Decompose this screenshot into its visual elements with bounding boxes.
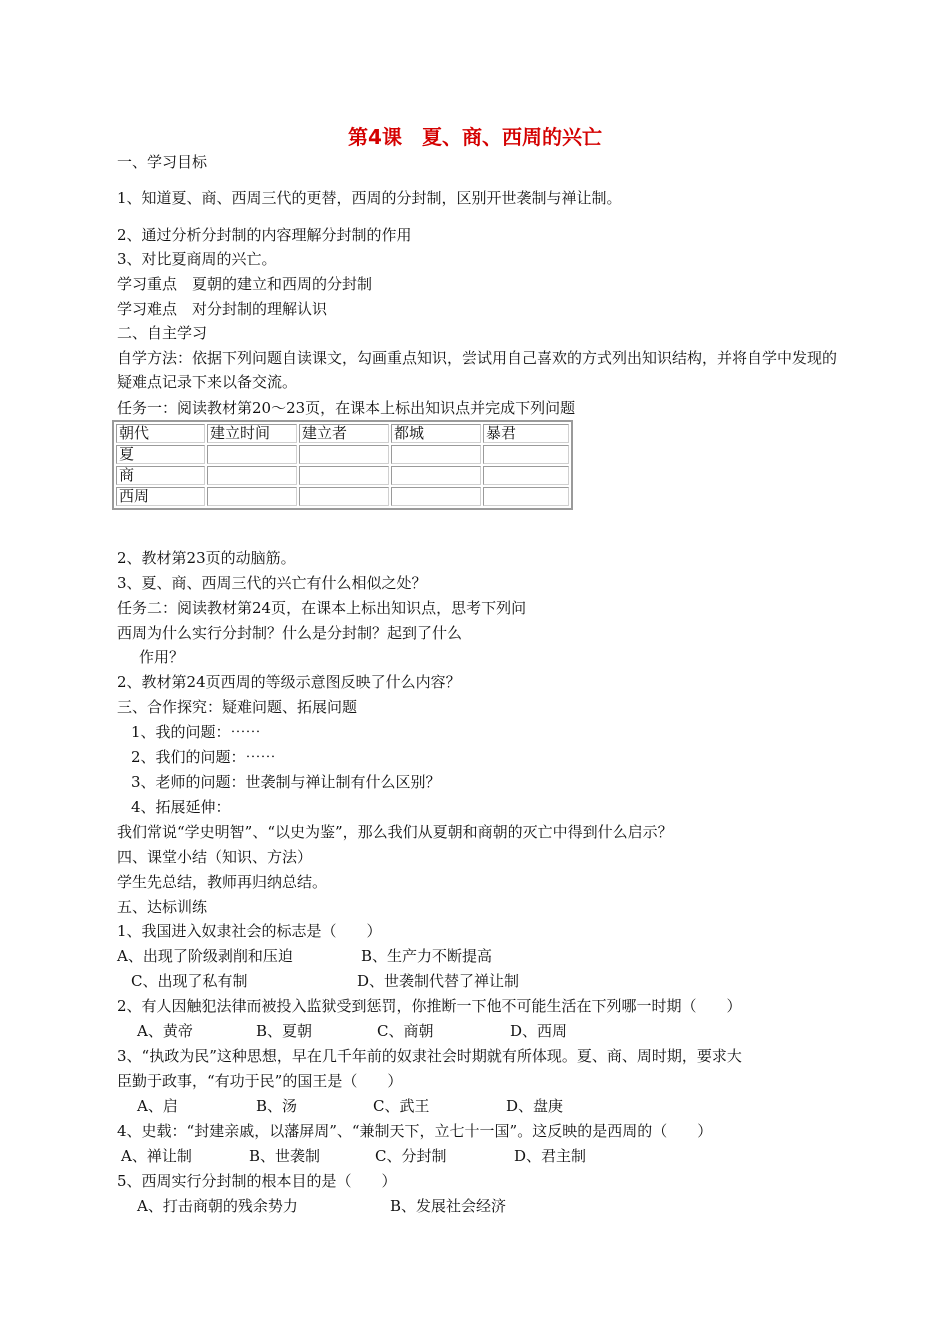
section-heading-goals: 一、学习目标 <box>117 153 208 171</box>
table-row <box>116 445 569 464</box>
answer-option: B、生产力不断提高 <box>361 947 493 965</box>
study-method: 自学方法：依据下列问题自读课文，勾画重点知识，尝试用自己喜欢的方式列出知识结构，并将自学中发现的疑难点记录下来以备交流。 <box>117 349 838 391</box>
table-cell <box>207 466 297 485</box>
table-cell <box>207 445 297 464</box>
answer-option: A、出现了阶级剥削和压迫 <box>117 947 293 965</box>
task-one-question: 3、夏、商、西周三代的兴亡有什么相似之处？ <box>117 574 427 592</box>
section-heading-summary: 四、课堂小结（知识、方法） <box>117 848 313 866</box>
page-title: 第4课 夏、商、西周的兴亡 <box>348 125 602 149</box>
answer-option: C、分封制 <box>375 1147 447 1165</box>
task-two-question-cont: 作用？ <box>139 648 185 666</box>
cooperation-item: 4、拓展延伸： <box>131 798 231 816</box>
table-cell <box>391 487 481 506</box>
table-header-cell: 都城 <box>391 424 481 443</box>
exercise-question: 5、西周实行分封制的根本目的是（ ） <box>117 1172 397 1190</box>
task-two-question: 西周为什么实行分封制？什么是分封制？起到了什么 <box>117 624 463 642</box>
table-cell <box>483 466 569 485</box>
task-one: 任务一：阅读教材第20～23页，在课本上标出知识点并完成下列问题 <box>117 399 576 417</box>
cooperation-item: 1、我的问题：⋯⋯ <box>131 723 261 741</box>
exercise-question-cont: 臣勤于政事，“有功于民”的国王是（ ） <box>117 1072 403 1090</box>
task-two: 任务二：阅读教材第24页，在课本上标出知识点，思考下列问 <box>117 599 527 617</box>
answer-option: D、盘庚 <box>506 1097 564 1115</box>
answer-option: B、夏朝 <box>256 1022 313 1040</box>
exercise-question: 4、史载：“封建亲戚，以藩屏周”、“兼制天下，立七十一国”。这反映的是西周的（ ） <box>117 1122 713 1140</box>
difficult-point: 学习难点 对分封制的理解认识 <box>117 300 328 318</box>
table-row <box>116 466 569 485</box>
table-cell <box>391 445 481 464</box>
table-header-cell: 暴君 <box>483 424 569 443</box>
answer-option: B、发展社会经济 <box>390 1197 507 1215</box>
section-heading-exercises: 五、达标训练 <box>117 898 208 916</box>
answer-option: A、打击商朝的残余势力 <box>137 1197 298 1215</box>
cooperation-item: 2、我们的问题：⋯⋯ <box>131 748 276 766</box>
table-header-cell: 建立时间 <box>207 424 297 443</box>
answer-option: D、君主制 <box>514 1147 587 1165</box>
goal-item: 3、对比夏商周的兴亡。 <box>117 250 277 268</box>
table-header-cell: 朝代 <box>116 424 205 443</box>
table-cell: 夏 <box>116 445 205 464</box>
exercise-question: 3、“执政为民”这种思想，早在几千年前的奴隶社会时期就有所体现。夏、商、周时期，要求大 <box>117 1047 742 1065</box>
answer-option: A、黄帝 <box>137 1022 193 1040</box>
key-point: 学习重点 夏朝的建立和西周的分封制 <box>117 275 373 293</box>
table-cell <box>299 445 389 464</box>
answer-option: D、西周 <box>510 1022 568 1040</box>
answer-option: C、武王 <box>373 1097 430 1115</box>
task-one-question: 2、教材第23页的动脑筋。 <box>117 549 296 567</box>
answer-option: D、世袭制代替了禅让制 <box>357 972 520 990</box>
goal-item: 2、通过分析分封制的内容理解分封制的作用 <box>117 226 412 244</box>
table-cell <box>207 487 297 506</box>
summary-text: 学生先总结，教师再归纳总结。 <box>117 873 328 891</box>
goal-item: 1、知道夏、商、西周三代的更替，西周的分封制，区别开世袭制与禅让制。 <box>117 189 622 207</box>
table-cell <box>483 445 569 464</box>
table-cell <box>299 487 389 506</box>
answer-option: C、商朝 <box>377 1022 434 1040</box>
answer-option: A、禅让制 <box>121 1147 192 1165</box>
table-cell: 西周 <box>116 487 205 506</box>
table-cell <box>299 466 389 485</box>
task-two-question: 2、教材第24页西周的等级示意图反映了什么内容？ <box>117 673 461 691</box>
table-header-row <box>116 424 569 443</box>
exercise-question: 2、有人因触犯法律而被投入监狱受到惩罚，你推断一下他不可能生活在下列哪一时期（ ） <box>117 997 742 1015</box>
exercise-question: 1、我国进入奴隶社会的标志是（ ） <box>117 922 382 940</box>
extension-question: 我们常说“学史明智”、“以史为鉴”，那么我们从夏朝和商朝的灭亡中得到什么启示？ <box>117 823 673 841</box>
dynasty-table <box>112 420 573 510</box>
table-header-cell: 建立者 <box>299 424 389 443</box>
section-heading-self-study: 二、自主学习 <box>117 324 208 342</box>
answer-option: B、世袭制 <box>249 1147 321 1165</box>
answer-option: B、汤 <box>256 1097 298 1115</box>
table-cell <box>391 466 481 485</box>
table-cell: 商 <box>116 466 205 485</box>
section-heading-cooperation: 三、合作探究：疑难问题、拓展问题 <box>117 698 358 716</box>
answer-option: C、出现了私有制 <box>131 972 248 990</box>
cooperation-item: 3、老师的问题：世袭制与禅让制有什么区别？ <box>131 773 441 791</box>
table-row <box>116 487 569 506</box>
answer-option: A、启 <box>137 1097 178 1115</box>
table-cell <box>483 487 569 506</box>
